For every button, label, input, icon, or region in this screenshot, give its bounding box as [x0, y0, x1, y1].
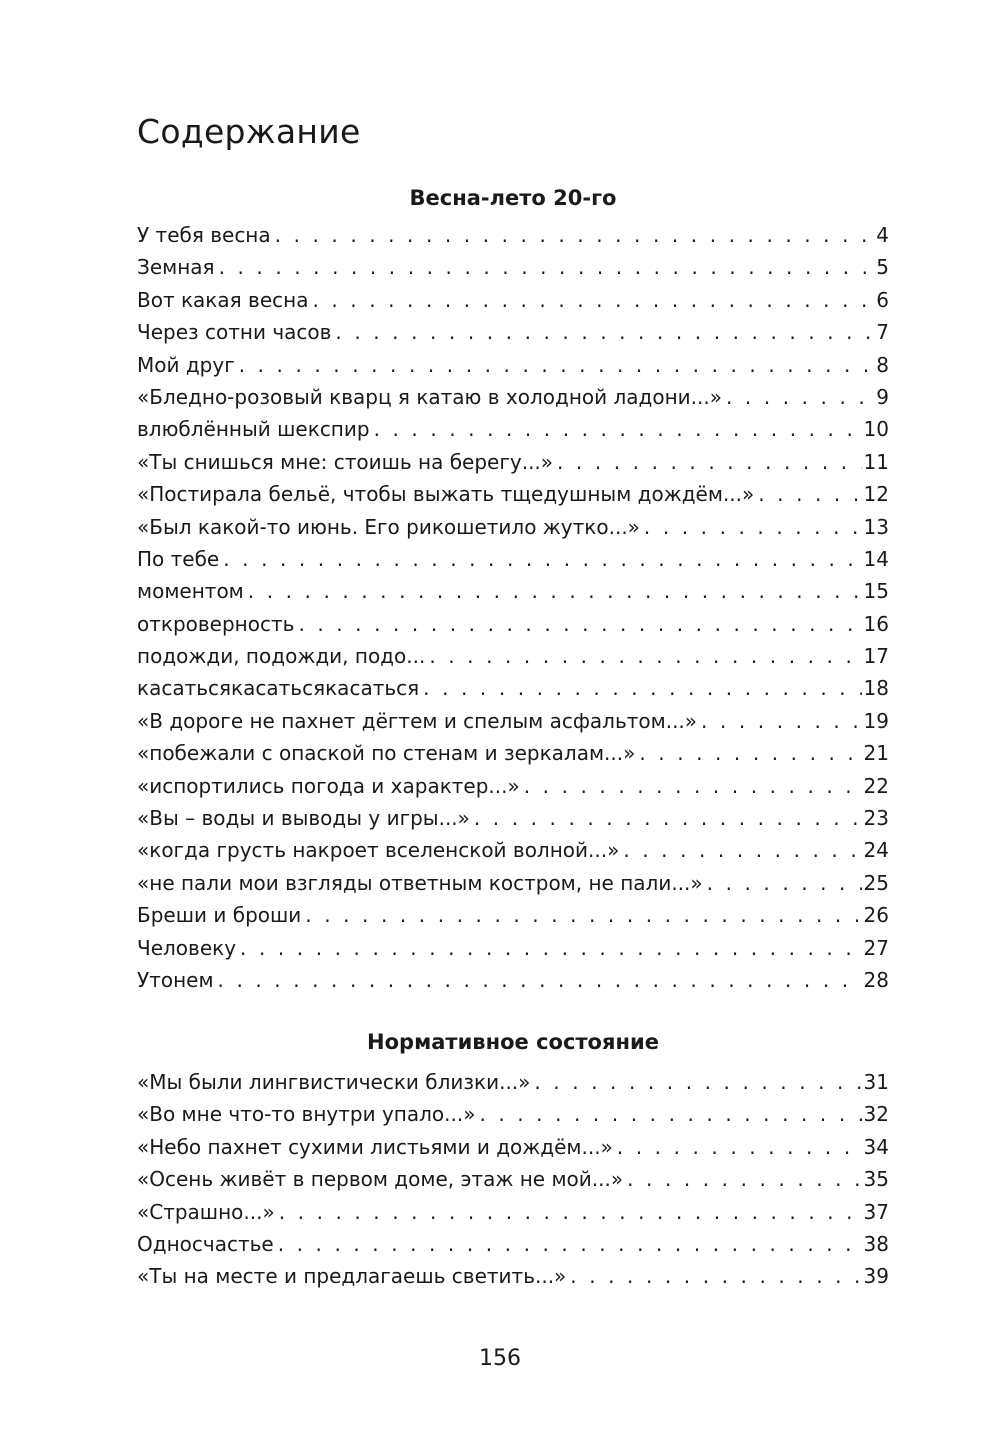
toc-dot-leader: [617, 1131, 862, 1163]
toc-entry-title: По тебе: [137, 546, 220, 571]
toc-entry-page: 12: [863, 482, 889, 507]
toc-entry-title: влюблённый шекспир: [137, 417, 370, 442]
toc-entry: [137, 316, 889, 348]
toc-entry: [137, 705, 889, 737]
toc-entry-page: 16: [863, 611, 889, 636]
toc-dot-leader: [726, 381, 874, 413]
toc-entry-title: «Был какой-то июнь. Его рикошетило жутко...»: [137, 514, 640, 539]
toc-entry-page: 34: [863, 1134, 889, 1159]
toc-entry-title: Односчастье: [137, 1231, 274, 1256]
toc-entry-page: 11: [863, 449, 889, 474]
toc-entry-page: 8: [876, 352, 889, 377]
toc-dot-leader: [248, 575, 862, 607]
toc-entry-title: «Постирала бельё, чтобы выжать тщедушным дождём...»: [137, 482, 755, 507]
toc-entry: [137, 802, 889, 834]
toc-entry-title: «В дороге не пахнет дёгтем и спелым асфальтом...»: [137, 708, 698, 733]
toc-entry-title: «испортились погода и характер...»: [137, 773, 520, 798]
toc-dot-leader: [623, 834, 861, 866]
toc-entry-page: 37: [863, 1199, 889, 1224]
toc-entry-page: 4: [876, 223, 889, 247]
toc-dot-leader: [474, 802, 862, 834]
toc-entry-title: «Ты снишься мне: стоишь на берегу...»: [137, 449, 554, 474]
toc-dot-leader: [423, 672, 861, 704]
toc-entry-title: «Страшно...»: [137, 1199, 275, 1224]
toc-entry: [137, 770, 889, 802]
toc-entry: [137, 672, 889, 704]
toc-entry: [137, 899, 889, 931]
toc-entry: [137, 834, 889, 866]
toc-entry-title: Вот какая весна: [137, 287, 309, 312]
toc-entry-page: 23: [863, 806, 889, 831]
toc-entry: [137, 867, 889, 899]
toc-entry: [137, 1131, 889, 1163]
toc-dot-leader: [644, 511, 862, 543]
toc-entry-title: «Небо пахнет сухими листьями и дождём...»: [137, 1134, 613, 1159]
toc-entry-title: «Ты на месте и предлагаешь светить...»: [137, 1264, 567, 1289]
toc-entry-page: 15: [863, 579, 889, 604]
toc-entry-page: 18: [863, 676, 889, 701]
toc-entry: [137, 1066, 889, 1098]
toc-entry-page: 32: [863, 1102, 889, 1127]
toc-entry-title: Земная: [137, 255, 215, 280]
toc-dot-leader: [707, 867, 862, 899]
toc-dot-leader: [639, 737, 861, 769]
toc-entry-title: «Осень живёт в первом доме, этаж не мой...»: [137, 1167, 624, 1192]
toc-entry-title: «Мы были лингвистически близки...»: [137, 1070, 531, 1094]
toc-dot-leader: [219, 251, 875, 283]
toc-dot-leader: [312, 284, 874, 316]
toc-entry-page: 25: [863, 870, 889, 895]
toc-entry-page: 6: [876, 287, 889, 312]
toc-entry-title: «Вы – воды и выводы у игры...»: [137, 806, 470, 831]
toc-entry-title: Утонем: [137, 967, 214, 992]
toc-entry-page: 7: [876, 320, 889, 345]
toc-entry-page: 35: [863, 1167, 889, 1192]
toc-dot-leader: [278, 1228, 862, 1260]
toc-entry-page: 10: [863, 417, 889, 442]
toc-entry: [137, 478, 889, 510]
toc-dot-leader: [298, 608, 861, 640]
page-title: Содержание: [137, 112, 361, 151]
toc-entry: [137, 543, 889, 575]
toc-dot-leader: [335, 316, 874, 348]
toc-dot-leader: [374, 413, 862, 445]
toc-entry: [137, 381, 889, 413]
toc-entry-page: 38: [863, 1231, 889, 1256]
toc-entry-page: 27: [863, 935, 889, 960]
toc-dot-leader: [239, 349, 875, 381]
toc-dot-leader: [479, 1098, 861, 1130]
toc-entry: [137, 1163, 889, 1195]
toc-dot-leader: [223, 543, 861, 575]
toc-dot-leader: [524, 770, 862, 802]
page-number: 156: [479, 1346, 521, 1371]
toc-dot-leader: [627, 1163, 861, 1195]
toc-dot-leader: [534, 1066, 861, 1098]
toc-entry-title: моментом: [137, 579, 244, 604]
toc-entry: [137, 932, 889, 964]
toc-entry-title: «побежали с опаской по стенам и зеркалам...»: [137, 741, 636, 766]
toc-entry-page: 17: [863, 644, 889, 669]
toc-entry-page: 28: [863, 967, 889, 992]
toc-dot-leader: [275, 219, 875, 251]
toc-dot-leader: [557, 446, 862, 478]
toc-entry-page: 13: [863, 514, 889, 539]
toc-dot-leader: [570, 1260, 861, 1292]
toc-dot-leader: [429, 640, 861, 672]
toc-dot-leader: [701, 705, 862, 737]
toc-entry-title: Человеку: [137, 935, 237, 960]
toc-entry-title: Мой друг: [137, 352, 235, 377]
toc-entry: [137, 575, 889, 607]
toc-dot-leader: [305, 899, 861, 931]
toc-entry-page: 21: [863, 741, 889, 766]
toc-entry: [137, 251, 889, 283]
toc-dot-leader: [240, 932, 862, 964]
toc-entry-page: 31: [863, 1070, 889, 1094]
toc-entry: [137, 737, 889, 769]
toc-entry-title: «когда грусть накроет вселенской волной...»: [137, 838, 620, 863]
toc-entry: [137, 964, 889, 996]
section-heading-spring-summer: Весна-лето 20-го: [409, 186, 617, 210]
toc-entry: [137, 413, 889, 445]
toc-entry-title: У тебя весна: [137, 223, 271, 247]
toc-entry-page: 24: [863, 838, 889, 863]
toc-entry-title: «Бледно-розовый кварц я катаю в холодной ладони...»: [137, 384, 722, 409]
toc-entry-page: 14: [863, 546, 889, 571]
toc-entry: [137, 1196, 889, 1228]
toc-entry: [137, 349, 889, 381]
toc-entry-title: Через сотни часов: [137, 320, 332, 345]
toc-entry-page: 26: [863, 903, 889, 928]
toc-entry-page: 5: [876, 255, 889, 280]
toc-entry: [137, 1098, 889, 1130]
toc-entry: [137, 608, 889, 640]
toc-dot-leader: [279, 1196, 862, 1228]
toc-entry-page: 9: [876, 384, 889, 409]
toc-dot-leader: [218, 964, 862, 996]
toc-entry: [137, 1228, 889, 1260]
toc-entry-page: 19: [863, 708, 889, 733]
toc-dot-leader: [758, 478, 861, 510]
toc-entry-title: Бреши и броши: [137, 903, 302, 928]
toc-entry: [137, 446, 889, 478]
toc-entry-title: подожди, подожди, подо...: [137, 644, 426, 669]
toc-entry-title: откроверность: [137, 611, 295, 636]
toc-entry-title: «не пали мои взгляды ответным костром, не пали...»: [137, 870, 703, 895]
toc-entry: [137, 640, 889, 672]
toc-list-section-1: [137, 219, 889, 996]
toc-list-section-2: [137, 1066, 889, 1293]
toc-entry: [137, 1260, 889, 1292]
toc-entry: [137, 511, 889, 543]
section-heading-normative-state: Нормативное состояние: [367, 1030, 659, 1054]
toc-entry: [137, 219, 889, 251]
toc-entry-title: касатьсякасатьсякасаться: [137, 676, 420, 701]
toc-entry-page: 22: [863, 773, 889, 798]
toc-entry-page: 39: [863, 1264, 889, 1289]
toc-entry-title: «Во мне что-то внутри упало...»: [137, 1102, 476, 1127]
toc-entry: [137, 284, 889, 316]
